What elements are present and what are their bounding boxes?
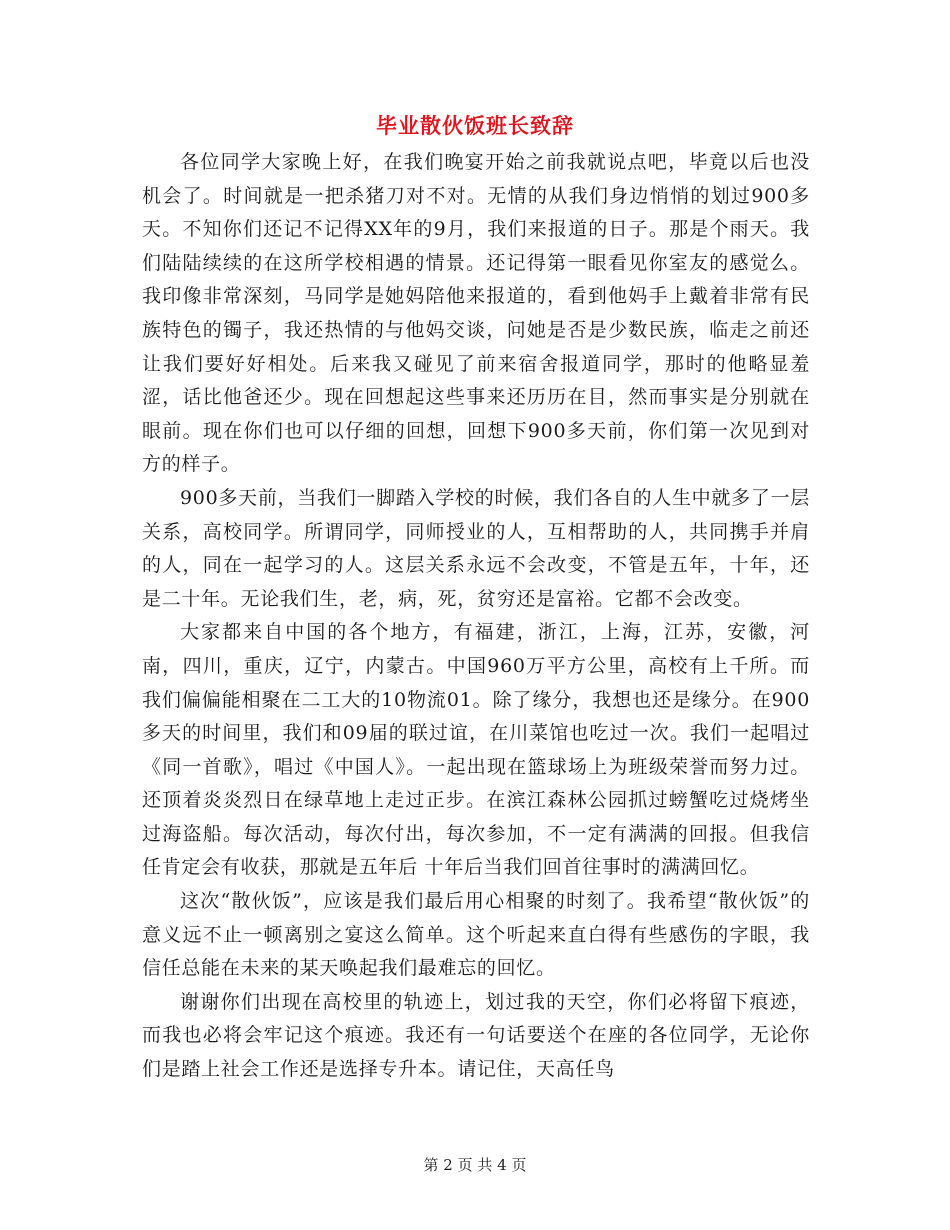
paragraph-3: 大家都来自中国的各个地方，有福建，浙江，上海，江苏，安徽，河南，四川，重庆，辽宁，内蒙古。中国960万平方公里，高校有上千所。而我们偏偏能相聚在二工大的10物流01。除了缘分，我想也还是缘分。在900多天的时间里，我们和09届的联过谊，在川菜馆也吃过一次。我们一起唱过《同一首歌》，唱过《中国人》。一起出现在篮球场上为班级荣誉而努力过。还顶着炎炎烈日在绿草地上走过正步。在滨江森林公园抓过螃蟹吃过烧烤坐过海盗船。每次活动，每次付出，每次参加，不一定有满满的回报。但我信任肯定会有收获，那就是五年后 十年后当我们回首往事时的满满回忆。 xyxy=(142,621,810,879)
footer-suffix: 页 xyxy=(511,1156,527,1174)
footer-page-number: 2 xyxy=(443,1156,453,1174)
paragraph-2: 900多天前，当我们一脚踏入学校的时候，我们各自的人生中就多了一层关系，高校同学。所谓同学，同师授业的人，互相帮助的人，共同携手并肩的人，同在一起学习的人。这层关系永远不会改变，不管是五年，十年，还是二十年。无论我们生，老，病，死，贫穷还是富裕。它都不会改变。 xyxy=(142,486,810,610)
paragraph-5: 谢谢你们出现在高校里的轨迹上，划过我的天空，你们必将留下痕迹，而我也必将会牢记这个痕迹。我还有一句话要送个在座的各位同学，无论你们是踏上社会工作还是选择专升本。请记住，天高任鸟 xyxy=(142,990,810,1081)
footer-mid: 页 共 xyxy=(457,1156,493,1174)
paragraph-4: 这次“散伙饭”，应该是我们最后用心相聚的时刻了。我希望“散伙饭”的意义远不止一顿离别之宴这么简单。这个听起来直白得有些感伤的字眼，我信任总能在未来的某天唤起我们最难忘的回忆。 xyxy=(142,890,810,980)
page-footer xyxy=(0,1154,950,1176)
document-body xyxy=(142,146,810,1087)
paragraph-1: 各位同学大家晚上好，在我们晚宴开始之前我就说点吧，毕竟以后也没机会了。时间就是一把杀猪刀对不对。无情的从我们身边悄悄的划过900多天。不知你们还记不记得XX年的9月，我们来报道的日子。那是个雨天。我们陆陆续续的在这所学校相遇的情景。还记得第一眼看见你室友的感觉么。我印像非常深刻，马同学是她妈陪他来报道的，看到他妈手上戴着非常有民族特色的镯子，我还热情的与他妈交谈，问她是否是少数民族，临走之前还让我们要好好相处。后来我又碰见了前来宿舍报道同学，那时的他略显羞涩，话比他爸还少。现在回想起这些事来还历历在目，然而事实是分别就在眼前。现在你们也可以仔细的回想，回想下900多天前，你们第一次见到对方的样子。 xyxy=(142,151,810,476)
footer-prefix: 第 xyxy=(423,1156,439,1174)
footer-total-pages: 4 xyxy=(497,1156,507,1174)
document-title: 毕业散伙饭班长致辞 xyxy=(376,113,574,138)
